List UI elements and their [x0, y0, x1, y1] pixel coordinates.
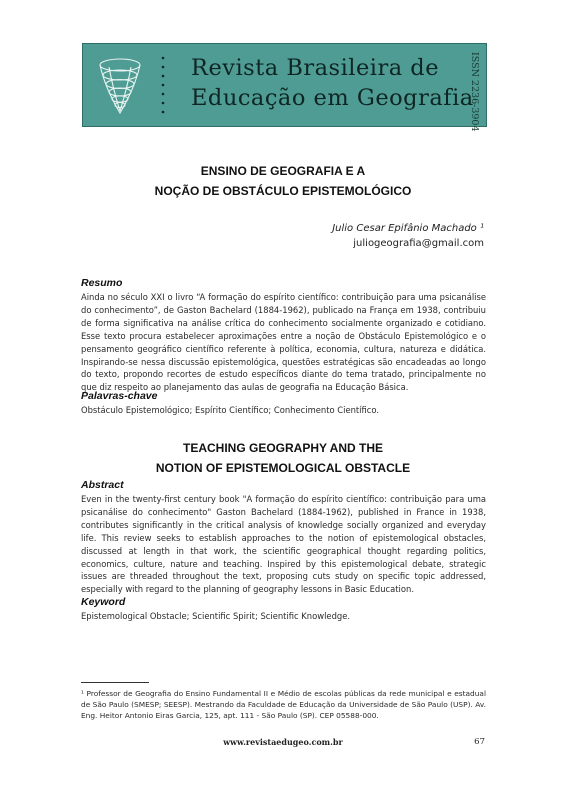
- resumo-text: Ainda no século XXI o livro “A formação do espírito científico: contribuição para uma psicanálise do conhecimento”, de Gaston Bachelard (1884-1962), publicado na França em 1938, contribuiu de forma significativa na análise crítica do conhecimento socialmente organizado e cotidiano. Esse texto procura estabelecer aproximações entre a noção de Obstáculo Epistemológico e o pensamento geográfico científico referente à política, economia, cultura, natureza e didática. Inspirando-se nessa discussão epistemológica, questões estratégicas são encadeadas ao longo do texto, propondo recortes de estudo específicos diante do tema tratado, principalmente no que diz respeito ao planejamento das aulas de geografia na Educação Básica.: [81, 292, 486, 393]
- decorative-dots-icon: [161, 55, 165, 117]
- journal-banner: [82, 43, 487, 132]
- journal-logo-icon: [95, 53, 145, 117]
- journal-title-line1: Revista Brasileira de: [191, 55, 440, 81]
- author-email: juliogeografia@gmail.com: [353, 238, 484, 249]
- palavras-chave-text: Obstáculo Epistemológico; Espírito Científico; Conhecimento Científico.: [81, 405, 380, 415]
- palavras-chave-heading: Palavras-chave: [81, 390, 158, 402]
- issn-label: ISSN 2236-3904: [469, 52, 480, 132]
- author-block: [332, 221, 484, 251]
- author-name: Julio Cesar Epifânio Machado ¹: [332, 223, 484, 234]
- article-title-en: [0, 438, 566, 478]
- abstract-text: Even in the twenty-first century book "A formação do espírito científico: contribuição para uma psicanálise do conhecimento" Gaston Bachelard (1884-1962), published in France in 1938, contributes significantly in the critical analysis of knowledge socially organized and everyday life. This review seeks to establish approaches to the notion of epistemological obstacles, discussed at length in that work, the scientific geographical thought regarding politics, economics, culture, nature and teaching. Inspired by this epistemological debate, strategic issues are threaded throughout the text, proposing cuts study on specific topic addressed, especially with regard to the planning of geography lessons in Basic Education.: [81, 494, 486, 595]
- journal-title-line2: Educação em Geografia: [191, 85, 474, 111]
- keyword-text: Epistemological Obstacle; Scientific Spirit; Scientific Knowledge.: [81, 611, 351, 621]
- footnote: ¹ Professor de Geografia do Ensino Fundamental II e Médio de escolas públicas da rede municipal e estadual de São Paulo (SMESP; SEESP). Mestrando da Faculdade de Educação da Universidade de São Paulo (USP). Av. Eng. Heitor Antonio Eiras Garcia, 125, apt. 111 - São Paulo (SP). CEP 05588-000.: [81, 689, 486, 720]
- resumo-heading: Resumo: [81, 277, 123, 289]
- keyword-heading: Keyword: [81, 596, 126, 608]
- article-title-pt: [0, 161, 566, 201]
- article-title-en-line2: NOTION OF EPISTEMOLOGICAL OBSTACLE: [155, 461, 411, 475]
- article-title-en-line1: TEACHING GEOGRAPHY AND THE: [182, 441, 383, 455]
- page-number: 67: [474, 737, 485, 747]
- footnote-divider: [81, 682, 149, 683]
- footer-url[interactable]: www.revistaedugeo.com.br: [223, 737, 343, 747]
- journal-title: [191, 53, 474, 113]
- article-title-pt-line1: ENSINO DE GEOGRAFIA E A: [200, 164, 366, 178]
- abstract-heading: Abstract: [81, 479, 124, 491]
- article-title-pt-line2: NOÇÃO DE OBSTÁCULO EPISTEMOLÓGICO: [154, 184, 412, 198]
